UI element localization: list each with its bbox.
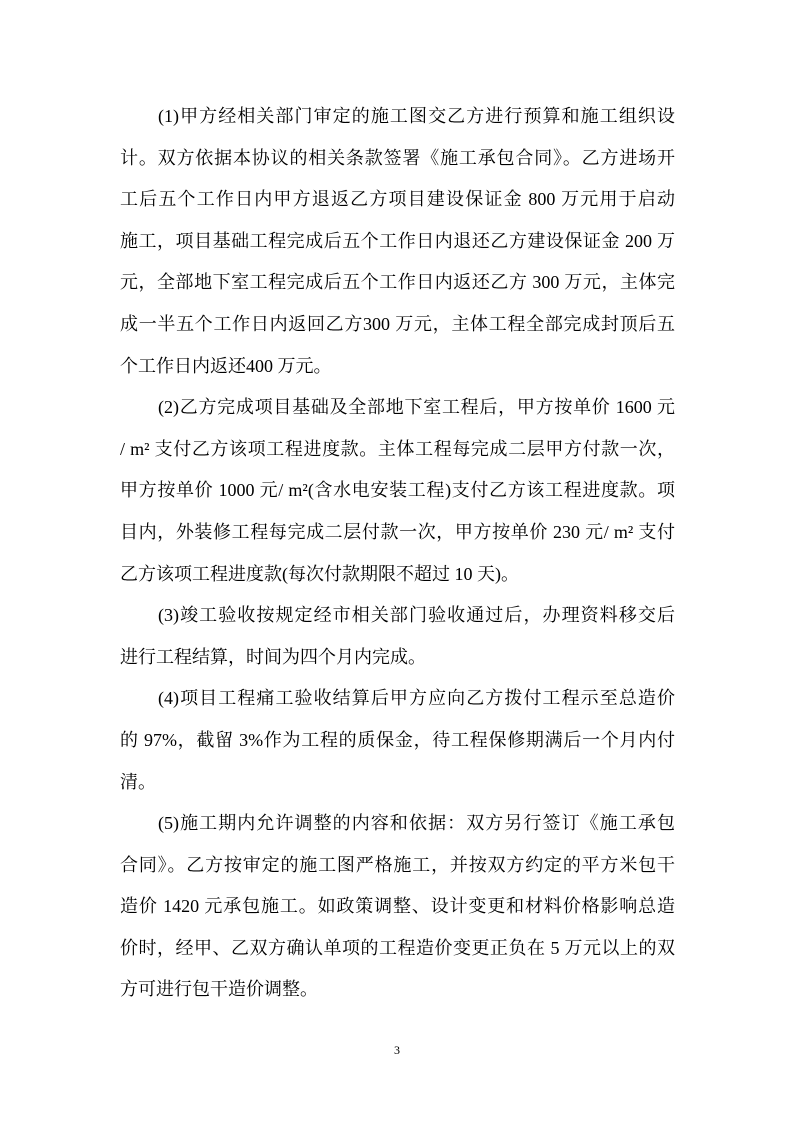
- paragraph-1: [120, 96, 675, 387]
- text-line: (2)乙方完成项目基础及全部地下室工程后，甲方按单价 1600 元: [158, 397, 675, 418]
- text-line: 方可进行包干造价调整。: [120, 979, 318, 1000]
- page-number: 3: [394, 1043, 400, 1057]
- text-line: 造价 1420 元承包施工。如政策调整、设计变更和材料价格影响总造: [120, 896, 675, 917]
- text-line: 甲方按单价 1000 元/ m²(含水电安装工程)支付乙方该工程进度款。项: [120, 480, 675, 501]
- text-line: 价时，经甲、乙双方确认单项的工程造价变更正负在 5 万元以上的双: [120, 937, 675, 958]
- text-line: 合同》。乙方按审定的施工图严格施工，并按双方约定的平方米包干: [120, 854, 675, 875]
- text-line: (3)竣工验收按规定经市相关部门验收通过后，办理资料移交后: [158, 605, 675, 626]
- paragraph-3: [120, 595, 675, 678]
- text-line: 成一半五个工作日内返回乙方300 万元，主体工程全部完成封顶后五: [120, 313, 675, 334]
- paragraph-2: [120, 387, 675, 595]
- text-line: 个工作日内返还400 万元。: [120, 355, 332, 376]
- text-line: / m² 支付乙方该项工程进度款。主体工程每完成二层甲方付款一次，: [120, 438, 675, 459]
- text-line: 进行工程结算，时间为四个月内完成。: [120, 646, 426, 667]
- text-line: 的 97%，截留 3%作为工程的质保金，待工程保修期满后一个月内付: [120, 729, 675, 750]
- text-line: (1)甲方经相关部门审定的施工图交乙方进行预算和施工组织设: [158, 106, 675, 126]
- paragraph-5: [120, 803, 675, 1011]
- text-line: 施工，项目基础工程完成后五个工作日内退还乙方建设保证金 200 万: [120, 230, 675, 251]
- text-line: (4)项目工程痛工验收结算后甲方应向乙方拨付工程示至总造价: [158, 688, 675, 709]
- text-line: 元，全部地下室工程完成后五个工作日内返还乙方 300 万元，主体完: [120, 272, 675, 293]
- text-line: 工后五个工作日内甲方退返乙方项目建设保证金 800 万元用于启动: [120, 189, 675, 210]
- text-line: (5)施工期内允许调整的内容和依据：双方另行签订《施工承包: [158, 813, 675, 834]
- text-line: 清。: [120, 771, 156, 792]
- text-line: 乙方该项工程进度款(每次付款期限不超过 10 天)。: [120, 563, 519, 584]
- text-line: 目内，外装修工程每完成二层付款一次，甲方按单价 230 元/ m² 支付: [120, 521, 675, 542]
- text-line: 计。双方依据本协议的相关条款签署《施工承包合同》。乙方进场开: [120, 147, 675, 168]
- paragraph-4: [120, 678, 675, 803]
- document-body: [120, 96, 675, 1011]
